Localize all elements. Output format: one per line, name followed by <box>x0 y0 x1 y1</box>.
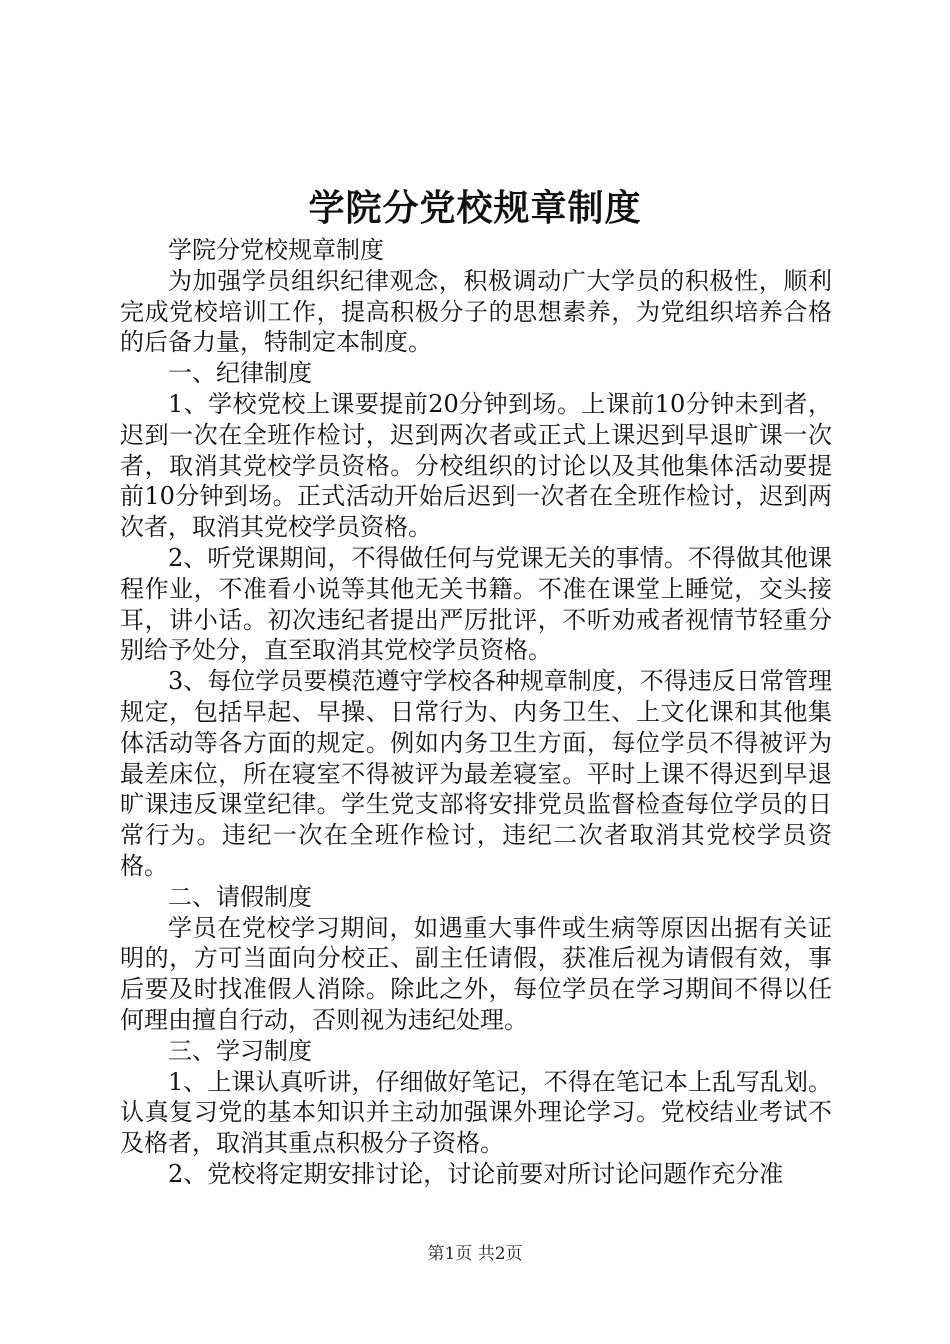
section-heading-leave: 二、请假制度 <box>168 882 312 911</box>
section-heading-study: 三、学习制度 <box>168 1036 312 1065</box>
paragraph-discipline-2: 2、听党课期间，不得做任何与党课无关的事情。不得做其他课程作业，不准看小说等其他无关书籍。不准在课堂上睡觉，交头接耳，讲小话。初次违纪者提出严厉批评，不听劝戒者视情节轻重分别给予处分，直至取消其党校学员资格。 <box>120 543 832 665</box>
paragraph-discipline-3: 3、每位学员要模范遵守学校各种规章制度，不得违反日常管理规定，包括早起、早操、日常行为、内务卫生、上文化课和其他集体活动等各方面的规定。例如内务卫生方面，每位学员不得被评为最差床位，所在寝室不得被评为最差寝室。平时上课不得迟到早退旷课违反课堂纪律。学生党支部将安排党员监督检查每位学员的日常行为。违纪一次在全班作检讨，违纪二次者取消其党校学员资格。 <box>120 667 832 880</box>
paragraph-leave: 学员在党校学习期间，如遇重大事件或生病等原因出据有关证明的，方可当面向分校正、副主任请假，获准后视为请假有效，事后要及时找准假人消除。除此之外，每位学员在学习期间不得以任何理由擅自行动，否则视为违纪处理。 <box>120 913 832 1034</box>
page-number: 第1页 共2页 <box>427 1244 523 1264</box>
paragraph-study-1: 1、上课认真听讲，仔细做好笔记，不得在笔记本上乱写乱划。认真复习党的基本知识并主动加强课外理论学习。党校结业考试不及格者，取消其重点积极分子资格。 <box>120 1067 832 1158</box>
paragraph-study-2: 2、党校将定期安排讨论，讨论前要对所讨论问题作充分准 <box>168 1159 784 1188</box>
document-title: 学院分党校规章制度 <box>308 187 642 229</box>
paragraph-discipline-1: 1、学校党校上课要提前20分钟到场。上课前10分钟未到者，迟到一次在全班作检讨，迟到两次者或正式上课迟到早退旷课一次者，取消其党校学员资格。分校组织的讨论以及其他集体活动要提前10分钟到场。正式活动开始后迟到一次者在全班作检讨，迟到两次者，取消其党校学员资格。 <box>120 389 832 542</box>
paragraph-subtitle: 学院分党校规章制度 <box>168 236 384 264</box>
document-body <box>120 235 832 1190</box>
paragraph-intro: 为加强学员组织纪律观念，积极调动广大学员的积极性，顺利完成党校培训工作，提高积极分子的思想素养，为党组织培养合格的后备力量，特制定本制度。 <box>120 266 832 357</box>
section-heading-discipline: 一、纪律制度 <box>168 359 312 388</box>
